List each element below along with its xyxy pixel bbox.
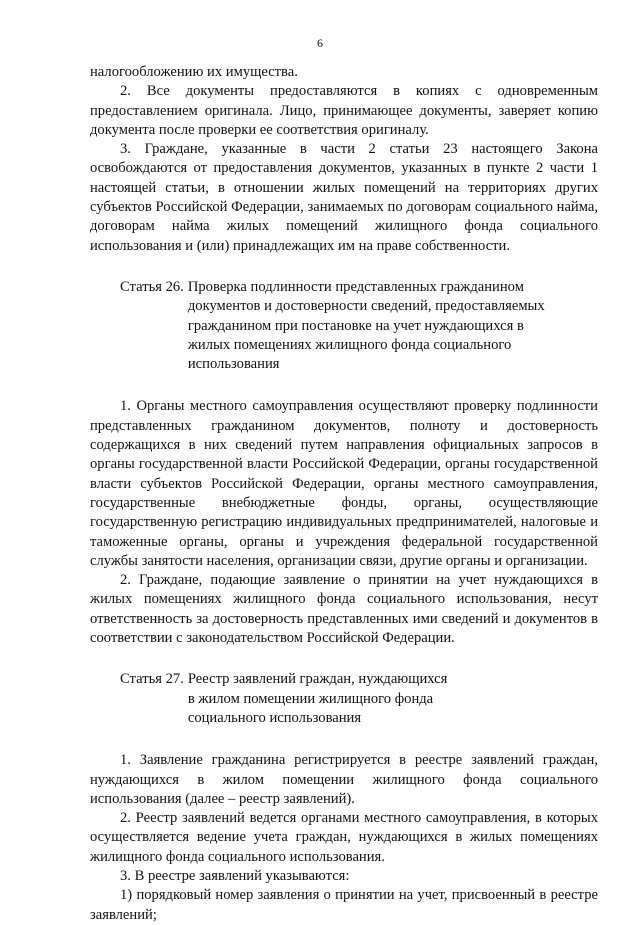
paragraph: налогообложению их имущества. — [90, 64, 298, 80]
paragraph: 2. Граждане, подающие заявление о принятии на учет нуждающихся в жилых помещениях жилищного фонда социального использования, несут ответственность за достоверность представленных ими сведений и документов в соответствии с законодательством Российской Федерации. — [90, 572, 598, 647]
paragraph: 1. Заявление гражданина регистрируется в реестре заявлений граждан, нуждающихся в жилом помещении жилищного фонда социального использования (далее – реестр заявлений). — [90, 752, 598, 807]
article-title: Проверка подлинности представленных гражданином документов и достоверности сведений, предоставляемых гражданином при постановке на учет нуждающихся в жилых помещениях жилищного фонда социального использования — [187, 278, 545, 373]
page-number: 6 — [317, 36, 323, 50]
paragraph: 3. В реестре заявлений указываются: — [120, 867, 350, 884]
article-26-heading — [120, 278, 598, 374]
article-27-heading — [120, 670, 598, 728]
article-number: Статья 27. — [120, 671, 184, 688]
paragraph: 2. Реестр заявлений ведется органами местного самоуправления, в которых осуществляется ведение учета граждан, нуждающихся в жилых помещениях жилищного фонда социального использования. — [90, 810, 598, 865]
paragraph: 1) порядковый номер заявления о принятии на учет, присвоенный в реестре заявлений; — [90, 887, 598, 923]
paragraph: 1. Органы местного самоуправления осуществляют проверку подлинности представленных гражданином документов, полноту и достоверность содержащихся в них сведений путем направления официальных запросов в органы государственной власти Российской Федерации, органы государственной власти субъектов Российской Федерации, органы местного самоуправления, государственные внебюджетные фонды, органы, осуществляющие государственную регистрацию индивидуальных предпринимателей, налоговые и таможенные органы, органы и учреждения федеральной государственной службы занятости населения, организации связи, другие органы и организации. — [90, 398, 598, 569]
paragraph: 2. Все документы предоставляются в копиях с одновременным предоставлением оригинала. Лицо, принимающее документы, заверяет копию документа после проверки ее соответствия оригиналу. — [90, 83, 598, 138]
paragraph: 3. Граждане, указанные в части 2 статьи 23 настоящего Закона освобождаются от предоставления документов, указанных в пункте 2 части 1 настоящей статьи, в отношении жилых помещений на территориях других субъектов Российской Федерации, занимаемых по договорам социального найма, договорам найма жилых помещений жилищного фонда социального использования и (или) принадлежащих им на праве собственности. — [90, 141, 598, 254]
document-body — [90, 63, 598, 925]
article-number: Статья 26. — [120, 278, 184, 295]
article-title: Реестр заявлений граждан, нуждающихся в жилом помещении жилищного фонда социального использования — [187, 671, 448, 726]
